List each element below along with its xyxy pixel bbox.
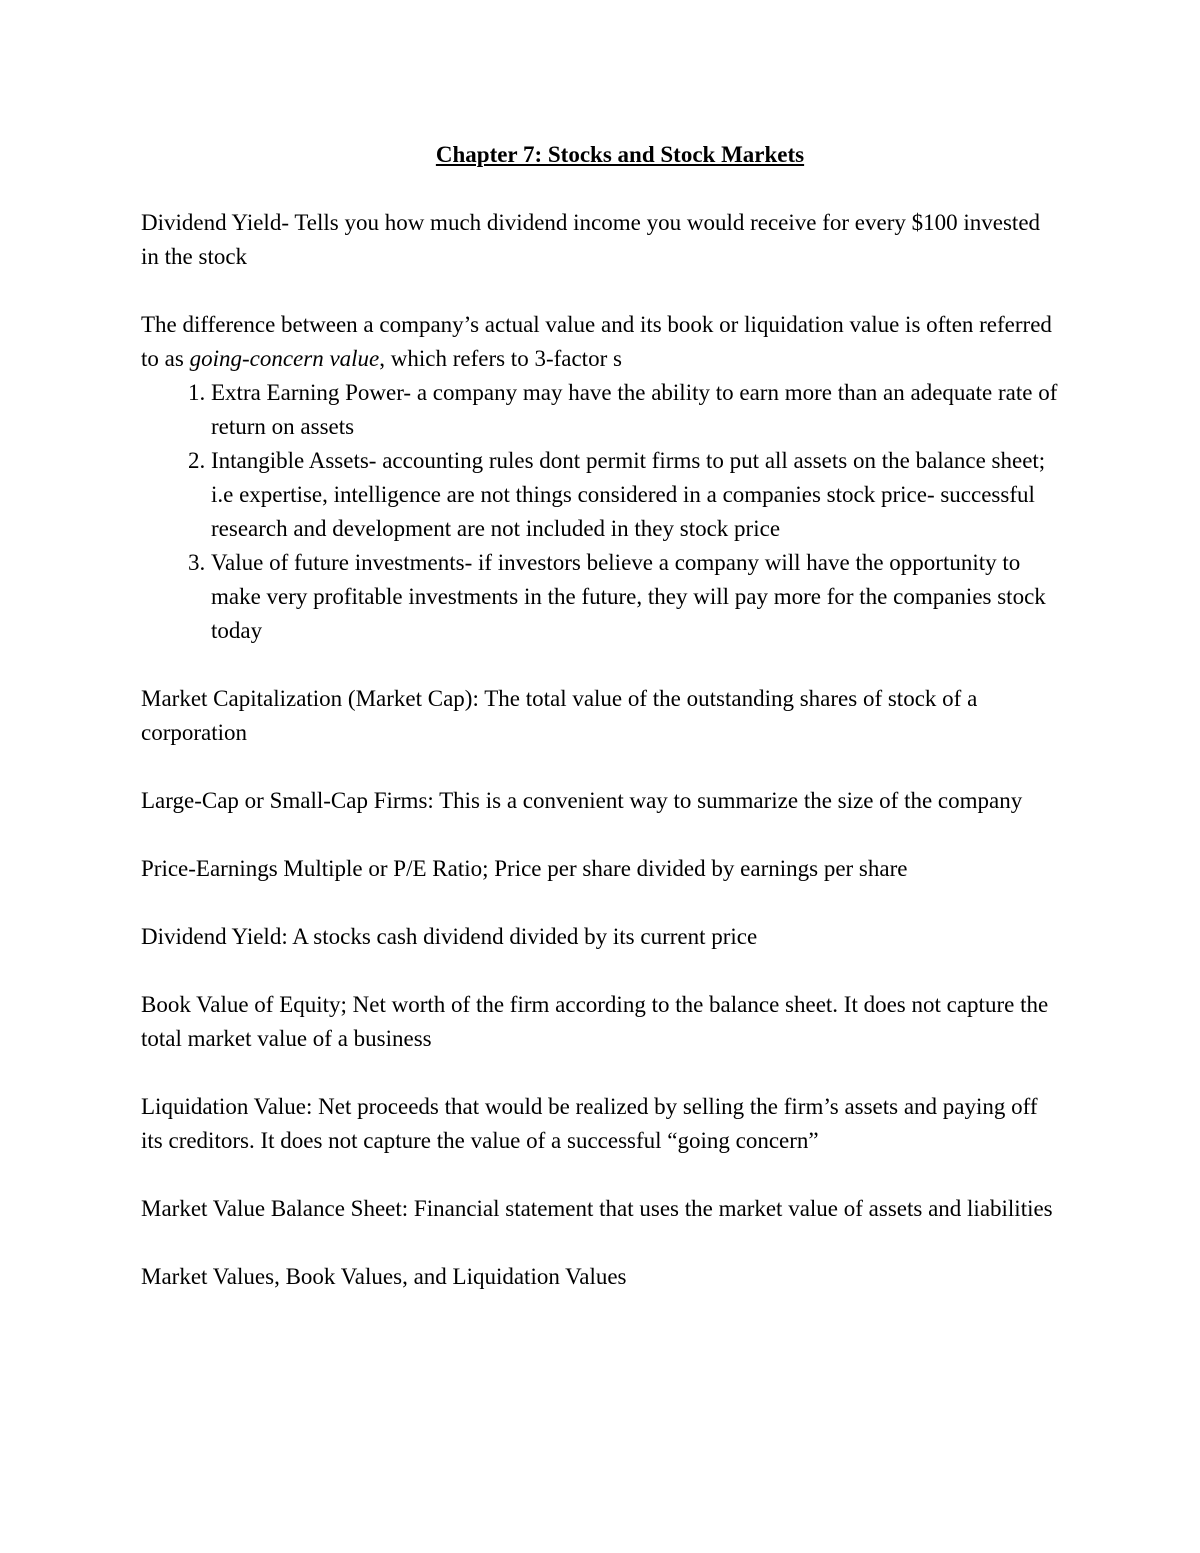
market-value-balance-sheet-definition: Market Value Balance Sheet: Financial statement that uses the market value of assets and liabilities <box>141 1196 1053 1221</box>
market-cap-definition: Market Capitalization (Market Cap): The total value of the outstanding shares of stock of a corporation <box>141 686 978 745</box>
list-item: 3. Value of future investments- if investors believe a company will have the opportunity to make very profitable investments in the future, they will pay more for the companies stock today <box>211 546 1061 648</box>
document-body <box>141 138 1061 1328</box>
list-item: 2. Intangible Assets- accounting rules dont permit firms to put all assets on the balance sheet; i.e expertise, intelligence are not things considered in a companies stock price- successful research and development are not included in they stock price <box>211 444 1061 546</box>
going-concern-text-after: , which refers to 3-factor s <box>379 346 622 371</box>
pe-ratio-definition: Price-Earnings Multiple or P/E Ratio; Price per share divided by earnings per share <box>141 856 908 881</box>
market-book-liquidation-heading: Market Values, Book Values, and Liquidation Values <box>141 1264 627 1289</box>
going-concern-factors-list <box>141 376 1061 648</box>
large-small-cap-definition: Large-Cap or Small-Cap Firms: This is a convenient way to summarize the size of the company <box>141 788 1023 813</box>
going-concern-text-before: The difference between a company’s actual value and its book or liquidation value is often referred to as <box>141 312 1052 371</box>
list-item: 1. Extra Earning Power- a company may have the ability to earn more than an adequate rate of return on assets <box>211 376 1061 444</box>
liquidation-value-definition: Liquidation Value: Net proceeds that would be realized by selling the firm’s assets and paying off its creditors. It does not capture the value of a successful “going concern” <box>141 1094 1038 1153</box>
going-concern-paragraph <box>141 308 1061 376</box>
document-title: Chapter 7: Stocks and Stock Markets <box>435 142 805 167</box>
book-value-definition: Book Value of Equity; Net worth of the firm according to the balance sheet. It does not capture the total market value of a business <box>141 992 1049 1051</box>
dividend-yield-intro: Dividend Yield- Tells you how much dividend income you would receive for every $100 invested in the stock <box>141 210 1041 269</box>
going-concern-term: going-concern value <box>189 346 380 371</box>
dividend-yield-definition: Dividend Yield: A stocks cash dividend divided by its current price <box>141 924 758 949</box>
